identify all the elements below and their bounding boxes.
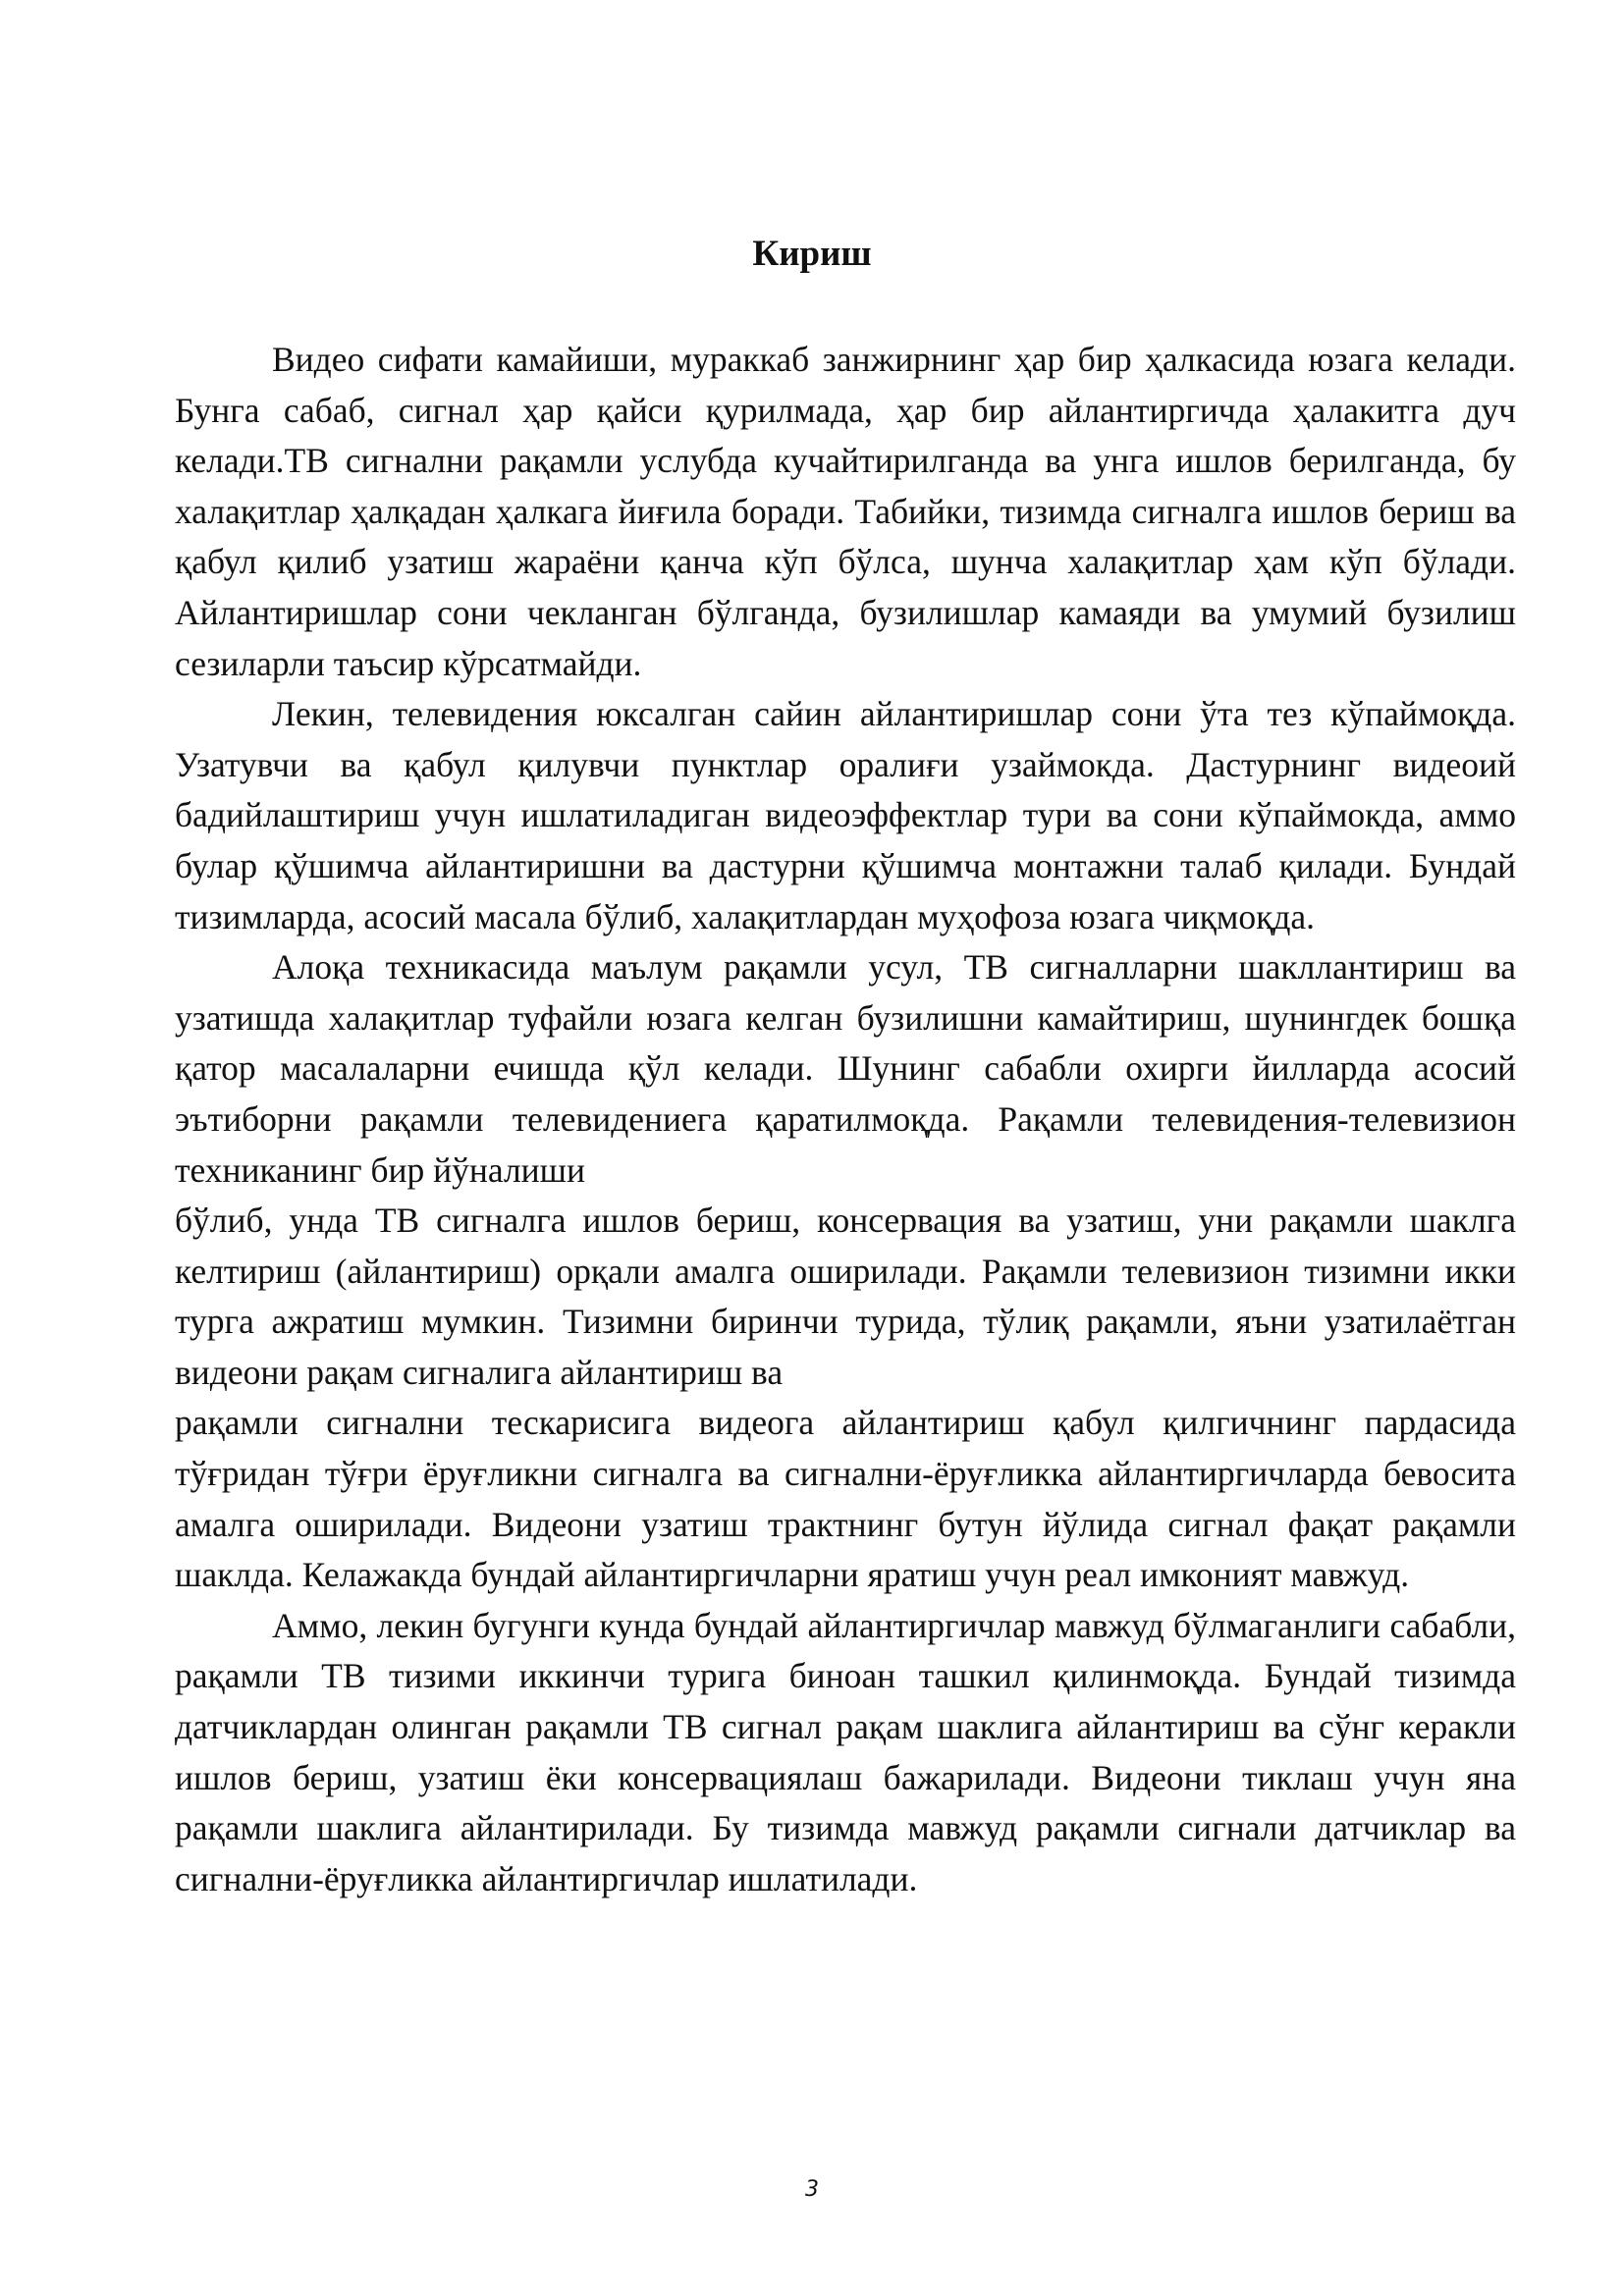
paragraph-2: Лекин, телевидения юксалган сайин айлантиришлар сони ўта тез кўпаймоқда. Узатувчи ва қабул қилувчи пунктлар оралиғи узаймокда. Дастурнинг видеоий бадийлаштириш учун ишлатиладиган видеоэффектлар тури ва сони кўпаймокда, аммо булар қўшимча айлантиришни ва дастурни қўшимча монтажни талаб қилади. Бундай тизимларда, асосий масала бўлиб, халақитлардан муҳофоза юзага чиқмоқда.: [175, 694, 1516, 936]
paragraph-5: рақамли сигнални тескарисига видеога айлантириш қабул қилгичнинг пардасида тўғридан тўғри ёруғликни сигналга ва сигнални-ёруғликка айлантиргичларда бевосита амалга оширилади. Видеони узатиш трактнинг бутун йўлида сигнал фақат рақамли шаклда. Келажакда бундай айлантиргичларни яратиш учун реал имконият мавжуд.: [175, 1403, 1516, 1595]
paragraph-4: бўлиб, унда ТВ сигналга ишлов бериш, консервация ва узатиш, уни рақамли шаклга келтириш (айлантириш) орқали амалга оширилади. Рақамли телевизион тизимни икки турга ажратиш мумкин. Тизимни биринчи турида, тўлиқ рақамли, яъни узатилаётган видеони рақам сигналига айлантириш ва: [175, 1201, 1516, 1392]
paragraph-6: Аммо, лекин бугунги кунда бундай айлантиргичлар мавжуд бўлмаганлиги сабабли, рақамли ТВ тизими иккинчи турига биноан ташкил қилинмоқда. Бундай тизимда датчиклардан олинган рақамли ТВ сигнал рақам шаклига айлантириш ва сўнг керакли ишлов бериш, узатиш ёки консервациялаш бажарилади. Видеони тиклаш учун яна рақамли шаклига айлантирилади. Бу тизимда мавжуд рақамли сигнали датчиклар ва сигнални-ёруғликка айлантиргичлар ишлатилади.: [175, 1605, 1516, 1898]
paragraph-3: Алоқа техникасида маълум рақамли усул, ТВ сигналларни шакллантириш ва узатишда халақитлар туфайли юзага келган бузилишни камайтириш, шунингдек бошқа қатор масалаларни ечишда қўл келади. Шунинг сабабли охирги йилларда асосий эътиборни рақамли телевидениега қаратилмоқда. Рақамли телевидения-телевизион техниканинг бир йўналиши: [175, 947, 1516, 1190]
body-text: [175, 335, 1516, 1904]
page-title: Кириш: [752, 234, 872, 274]
page-number: 3: [805, 2177, 819, 2202]
paragraph-1: Видео сифати камайиши, мураккаб занжирнинг ҳар бир ҳалкасида юзага келади. Бунга сабаб, сигнал ҳар қайси қурилмада, ҳар бир айлантиргичда ҳалакитга дуч келади.ТВ сигнални рақамли услубда кучайтирилганда ва унга ишлов берилганда, бу халақитлар ҳалқадан ҳалкага йиғила боради. Табийки, тизимда сигналга ишлов бериш ва қабул қилиб узатиш жараёни қанча кўп бўлса, шунча халақитлар ҳам кўп бўлади. Айлантиришлар сони чекланган бўлганда, бузилишлар камаяди ва умумий бузилиш сезиларли таъсир кўрсатмайди.: [175, 340, 1516, 683]
